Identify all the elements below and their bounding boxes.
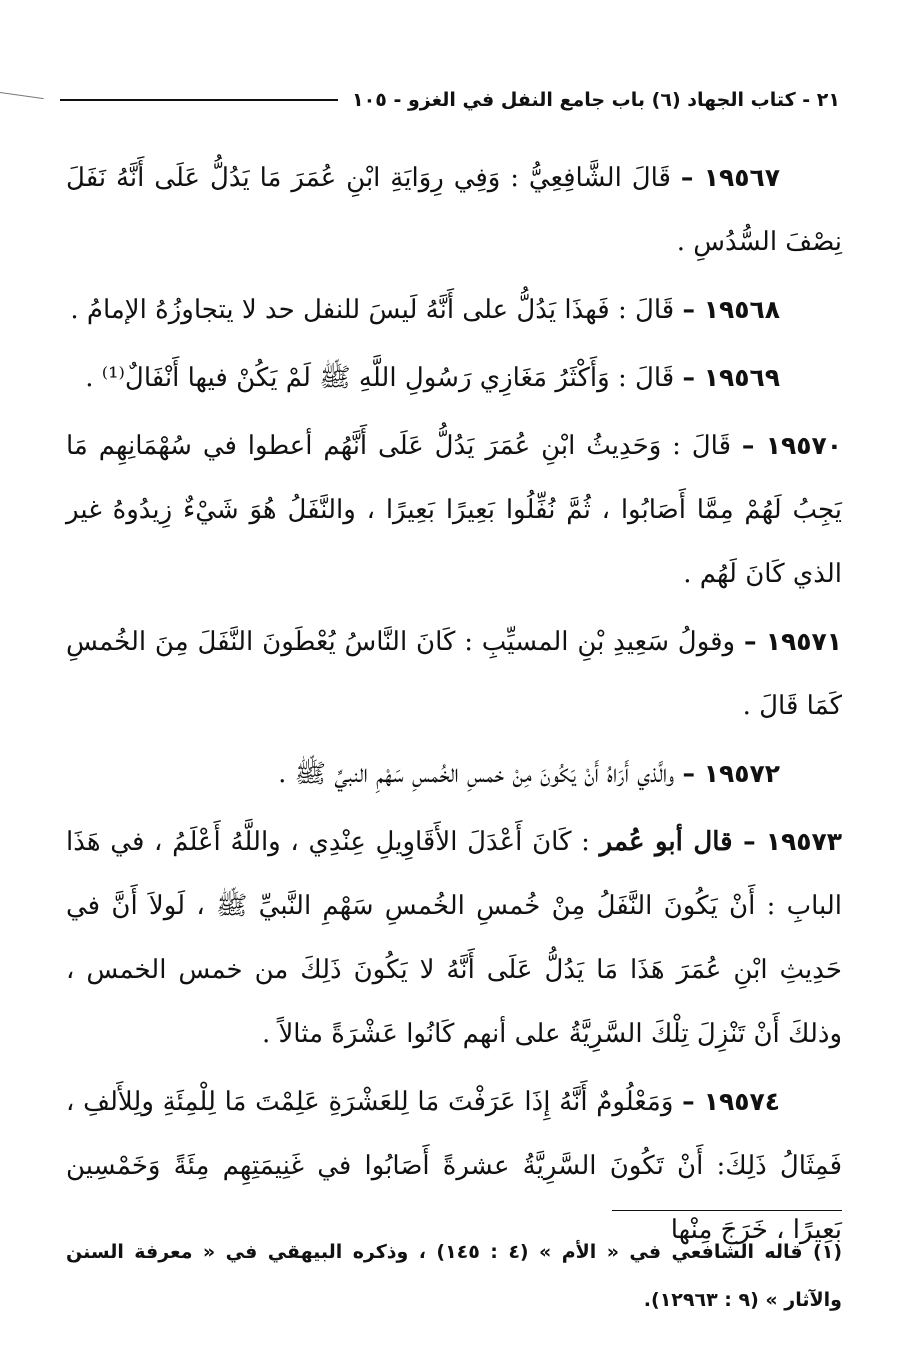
scan-edge-mark [0,92,44,99]
paragraph-19570 [66,414,842,606]
paragraph-text: وَمَعْلُومٌ أَنَّهُ إِذَا عَرَفْتَ مَا لِلعَشْرَةِ عَلِمْتَ مَا لِلْمِئَةِ ولِلأَلفِ ، فَمِثَالُ ذَلِكَ: أَنْ تَكُونَ السَّرِيَّةُ عشرةً أَصَابُوا في غَنِيمَتِهِم مِئَةً وَخَمْسِين بَعِيرًا ، خَرَجَ مِنْها [66,1087,842,1245]
paragraph-19572 [66,742,842,806]
main-text [66,146,842,1266]
paragraph-text: قَالَ الشَّافِعِيُّ : وَفِي رِوَايَةِ ابْنِ عُمَرَ مَا يَدُلُّ عَلَى أَنَّهُ نَفَلَ نِصْفَ السُّدُسِ . [66,163,842,257]
paragraph-19573 [66,810,842,1066]
paragraph-text: والَّذي أَرَاهُ أَنْ يَكُونَ مِنْ خمسِ الخُمسِ سَهْمِ النبيِّ ﷺ . [278,759,683,789]
paragraph-19568 [66,278,842,342]
paragraph-number: ١٩٥٧٣ – [743,827,842,856]
paragraph-19567 [66,146,842,274]
paragraph-number: ١٩٥٦٨ – [682,295,780,324]
paragraph-number: ١٩٥٦٧ – [680,163,780,192]
paragraph-19571 [66,610,842,738]
paragraph-number: ١٩٥٧٤ – [682,1087,780,1116]
paragraph-text: قَالَ : وَأَكْثَرُ مَغَازِي رَسُولِ اللَّهِ ﷺ لَمْ يَكُنْ فيها أَنْفَالٌ⁽¹⁾ . [85,363,683,393]
paragraph-number: ١٩٥٧٠ – [741,431,842,460]
running-header [60,80,840,120]
header-rule [60,99,338,101]
paragraph-text: قَالَ : وَحَدِيثُ ابْنِ عُمَرَ يَدُلُّ عَلَى أَنَّهُم أعطوا في سُهْمَانِهِم مَا يَجِبُ لَهُمْ مِمَّا أَصَابُوا ، ثُمَّ نُفِّلُوا بَعِيرًا بَعِيرًا ، والنَّفَلُ هُوَ شَيْءٌ زِيدُوهُ غير الذي كَانَ لَهُم . [66,431,842,589]
paragraph-text: : كَانَ أَعْدَلَ الأَقَاوِيلِ عِنْدِي ، واللَّهُ أَعْلَمُ ، في هَذَا البابِ : أَنْ يَكُونَ النَّفَلُ مِنْ خُمسِ الخُمسِ سَهْمِ النَّبيِّ ﷺ ، لَولاَ أَنَّ في حَدِيثِ ابْنِ عُمَرَ هَذَا مَا يَدُلُّ عَلَى أَنَّهُ لا يَكُونَ ذَلِكَ من خمس الخمس ، وذلكَ أَنْ تَنْزِلَ تِلْكَ السَّرِيَّةُ على أنهم كَانُوا عَشْرَةً مثالاً . [66,827,842,1049]
paragraph-19569 [66,346,842,410]
paragraph-text: وقولُ سَعِيدِ بْنِ المسيِّبِ : كَانَ النَّاسُ يُعْطَونَ النَّفَلَ مِنَ الخُمسِ كَمَا قَالَ . [66,627,842,721]
footnote-separator [612,1210,842,1211]
footnote-1: (١) قاله الشافعي في « الأم » (٤ : ١٤٥) ، وذكره البيهقي في « معرفة السنن والآثار » (٩ : ١٢٩٦٣). [66,1241,843,1311]
paragraph-text: قَالَ : فَهذَا يَدُلُّ على أَنَّهُ لَيسَ للنفل حد لا يتجاوزُهُ الإمامُ . [70,295,683,325]
speaker-name: قال أبو عُمر [599,827,744,857]
paragraph-number: ١٩٥٦٩ – [682,363,780,392]
paragraph-number: ١٩٥٧٢ – [682,759,780,788]
running-title: ٢١ - كتاب الجهاد (٦) باب جامع النفل في الغزو - ١٠٥ [352,89,840,111]
paragraph-number: ١٩٥٧١ – [743,627,842,656]
